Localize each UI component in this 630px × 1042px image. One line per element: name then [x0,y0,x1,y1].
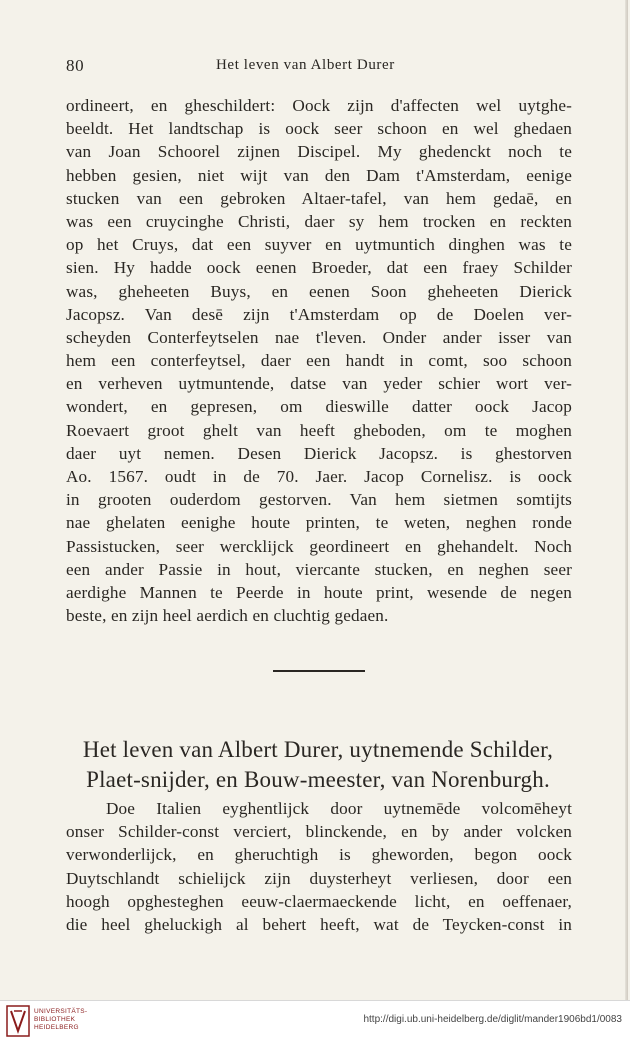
text-line: scheyden Conterfeytselen nae t'leven. Onder ander isser van [66,327,572,347]
running-head [66,56,574,78]
running-title: Het leven van Albert Durer [216,57,395,73]
logo-line: HEIDELBERG [34,1024,79,1031]
text-line: beste, en zijn heel aerdich en cluchtig gedaen. [66,606,389,626]
source-url-link[interactable]: http://digi.ub.uni-heidelberg.de/diglit/mander1906bd1/0083 [363,1014,622,1025]
text-line: beeldt. Het landtschap is oock seer schoon en wel ghedaen [66,119,572,139]
text-line: ordineert, en gheschildert: Oock zijn d'affecten wel uytghe- [66,96,572,115]
paragraph-2 [66,797,572,936]
text-line: Duytschlandt schielijck zijn duysterheyt verliesen, door een [66,868,572,888]
text-line: Jacopsz. Van desē zijn t'Amsterdam op de Doelen ver- [66,304,572,324]
logo-line: BIBLIOTHEK [34,1016,76,1023]
text-line: verwonderlijck, en gheruchtigh is gheworden, begon oock [66,845,572,865]
chapter-heading-line: Plaet-snijder, en Bouw-meester, van Norenburgh. [86,767,550,792]
text-line: daer uyt nemen. Desen Dierick Jacopsz. is ghestorven [66,443,572,463]
page-number: 80 [66,56,85,75]
text-line: wondert, en gepresen, om dieswille datter oock Jacop [66,397,572,417]
logo-line: UNIVERSITÄTS- [34,1008,88,1015]
text-line: Passistucken, seer wercklijck geordineert en ghehandelt. Noch [66,536,572,556]
text-line: die heel gheluckigh al behert heeft, wat de Teycken-const in [66,914,572,934]
page-edge-shadow [625,0,628,1000]
text-line: op het Cruys, dat een suyver en uytmuntich dinghen was te [66,235,572,255]
text-line: Roevaert groot ghelt van heeft gheboden, om te moghen [66,420,572,440]
text-line: aerdighe Mannen te Peerde in houte print, wesende de negen [66,582,572,602]
text-line: was, gheheeten Buys, en eenen Soon gheheeten Dierick [66,281,572,301]
section-divider [273,670,365,672]
text-line: in grooten ouderdom gestorven. Van hem sietmen somtijts [66,490,572,510]
text-line: hem een conterfeytsel, daer een handt in comt, soo schoon [66,351,572,371]
library-logo-text [34,1008,87,1032]
text-line: van Joan Schoorel zijnen Discipel. My ghedenckt noch te [66,142,572,162]
chapter-heading-line: Het leven van Albert Durer, uytnemende Schilder, [82,737,554,762]
text-line: nae ghelaten eenighe houte printen, te weten, neghen ronde [66,513,572,533]
digitization-footer [0,1000,630,1042]
text-line: een ander Passie in hout, viercante stucken, en neghen seer [66,559,572,579]
chapter-heading [48,735,588,795]
paragraph-1 [66,94,572,627]
text-line: Ao. 1567. oudt in de 70. Jaer. Jacop Cornelisz. is oock [66,467,572,486]
text-line: was een cruycinghe Christi, daer sy hem trocken en reckten [66,211,572,231]
text-line: hoogh opghesteghen eeuw-claermaeckende licht, en oeffenaer, [66,891,572,911]
text-line: onser Schilder-const verciert, blinckende, en by ander volcken [66,822,572,842]
text-line: hebben gesien, niet wijt van den Dam t'Amsterdam, eenige [66,165,572,185]
text-line: en verheven uytmuntende, datse van yeder schier wort ver- [66,374,572,394]
library-logo-icon [6,1005,30,1037]
text-line: Doe Italien eyghentlijck door uytnemēde volcomēheyt [106,799,572,818]
text-line: stucken van een gebroken Altaer-tafel, van hem gedaē, en [66,188,572,208]
text-line: sien. Hy hadde oock eenen Broeder, dat een fraey Schilder [66,258,572,278]
